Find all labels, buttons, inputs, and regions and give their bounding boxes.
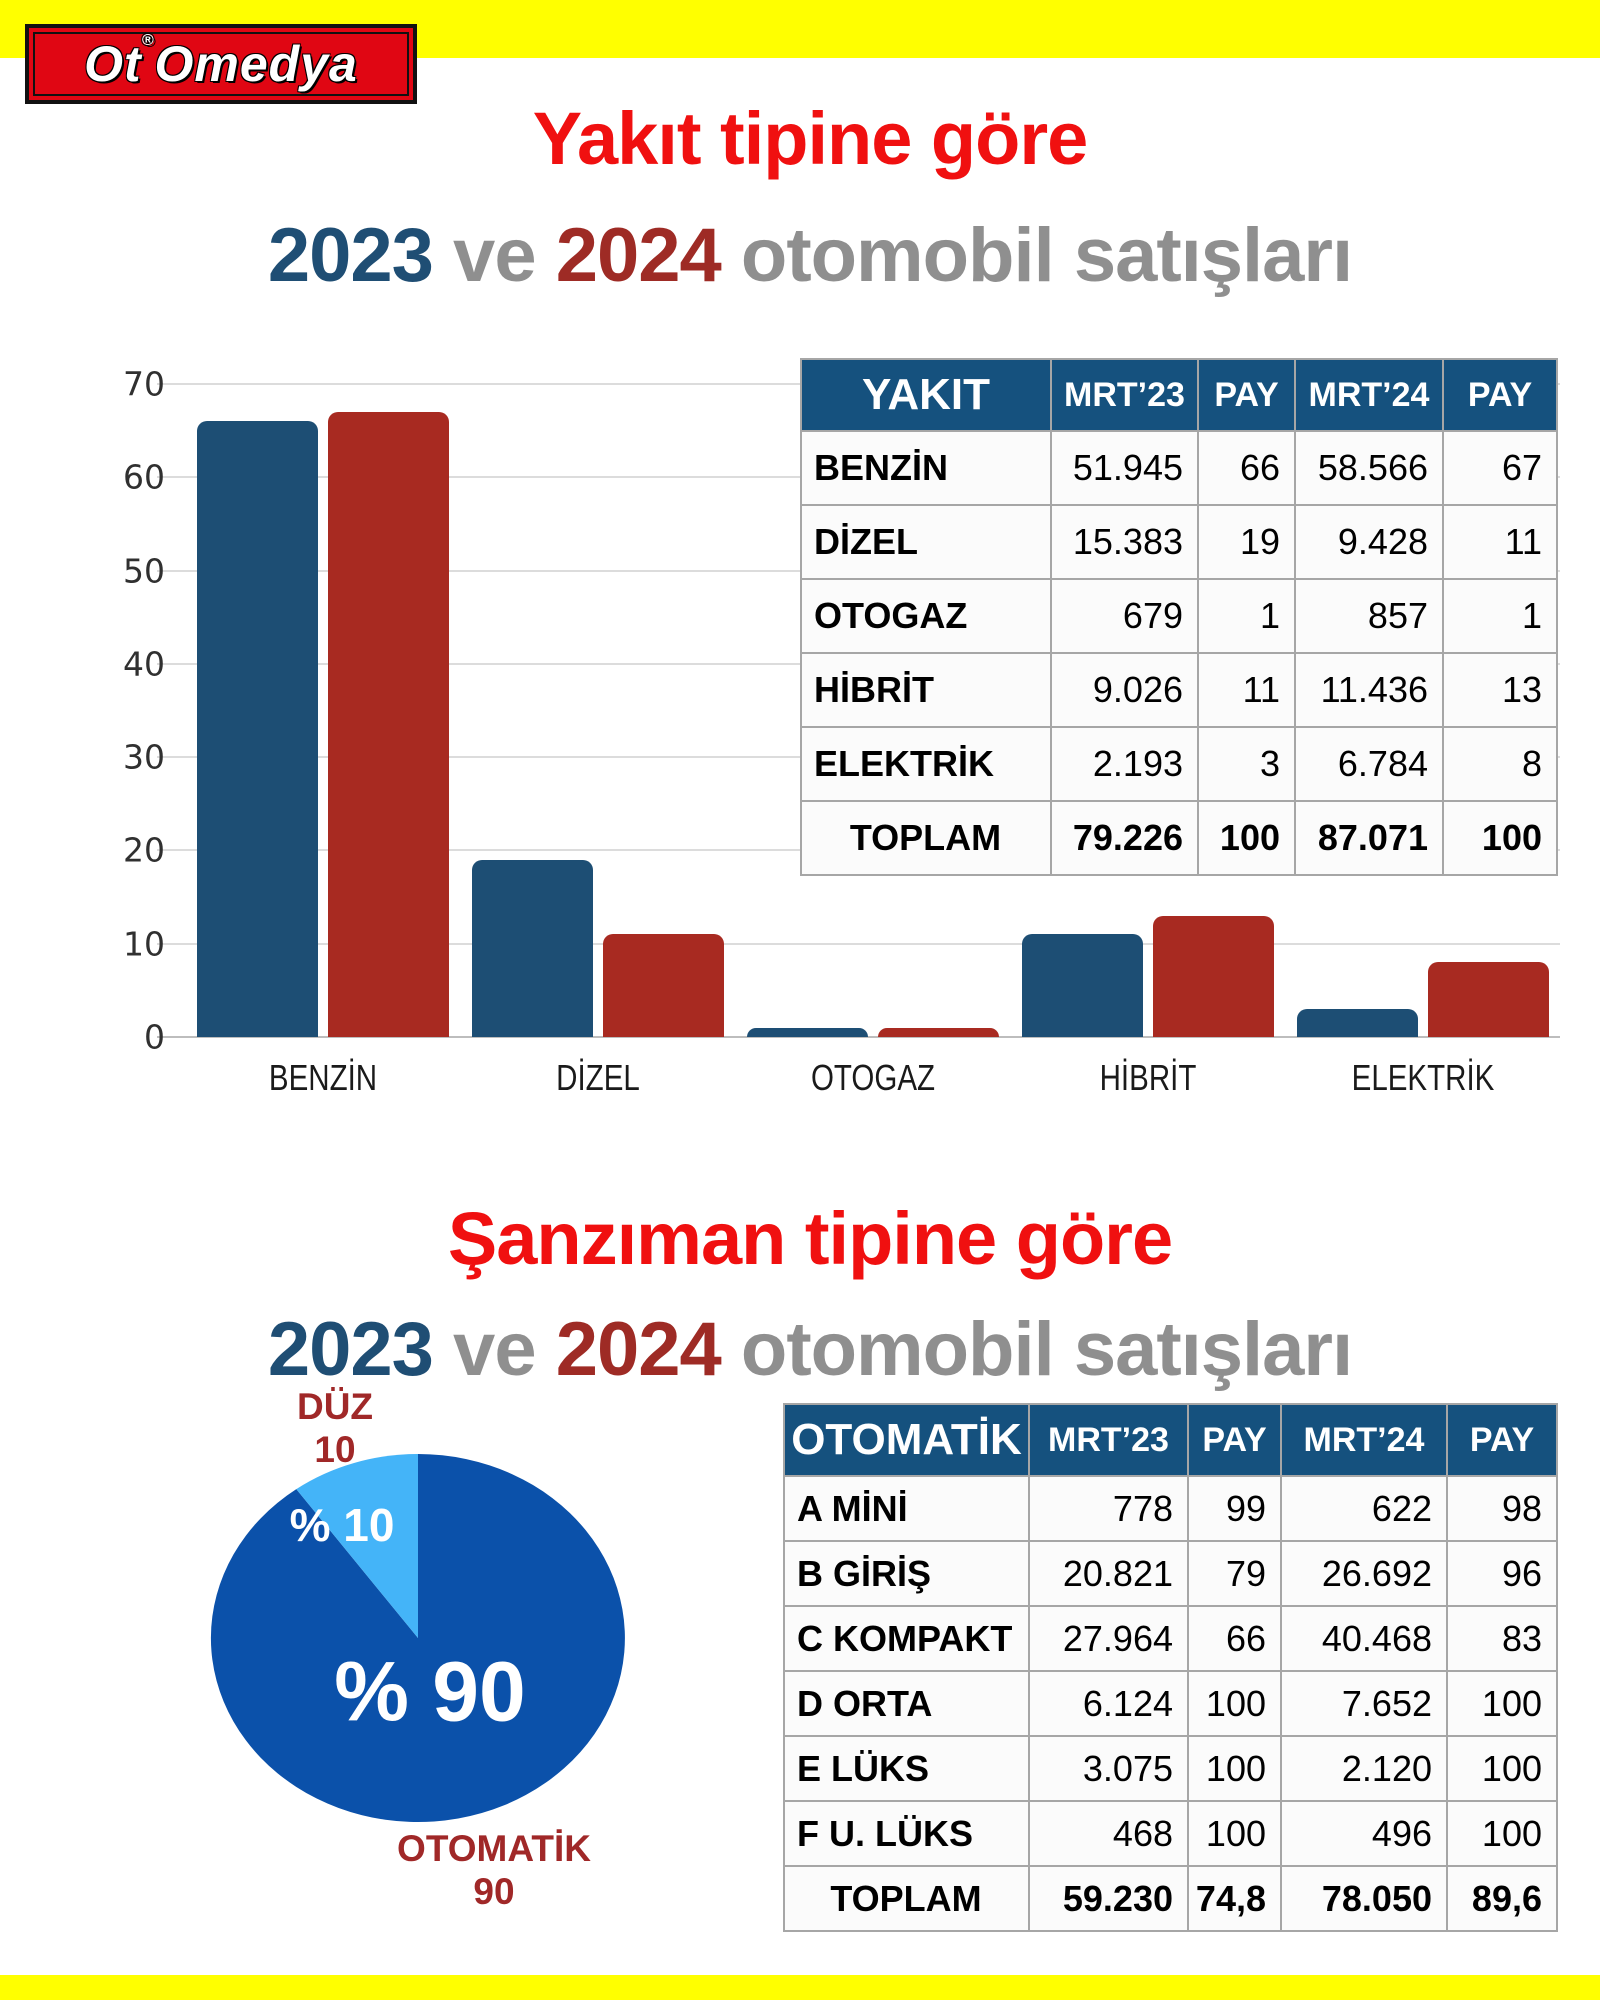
x-axis-label: OTOGAZ xyxy=(810,1057,935,1098)
y-axis-tick: 70 xyxy=(123,364,165,404)
table-cell: 89,6 xyxy=(1447,1866,1557,1931)
subtitle1-2023: 2023 xyxy=(267,213,433,298)
table-cell: 99 xyxy=(1188,1476,1281,1541)
table-cell: B GİRİŞ xyxy=(784,1541,1029,1606)
subtitle2-rest: otomobil satışları xyxy=(720,1307,1353,1392)
table-cell: 59.230 xyxy=(1029,1866,1188,1931)
table-cell: 51.945 xyxy=(1051,431,1198,505)
logo-text: Ot®Omedya xyxy=(84,32,358,92)
bar-elektri̇k-2024 xyxy=(1428,962,1549,1037)
bar-hi̇bri̇t-2023 xyxy=(1022,934,1143,1037)
y-axis-tick: 30 xyxy=(123,737,165,777)
table-row xyxy=(784,1606,1557,1671)
table-cell: 100 xyxy=(1447,1801,1557,1866)
bar-elektri̇k-2023 xyxy=(1297,1009,1418,1037)
table-cell: 1 xyxy=(1443,579,1557,653)
table-cell: 83 xyxy=(1447,1606,1557,1671)
pie-small-slice-value: % 10 xyxy=(289,1499,395,1551)
subtitle1-ve: ve xyxy=(432,213,556,298)
table-cell: 11 xyxy=(1198,653,1295,727)
table-header-cell: OTOMATİK xyxy=(784,1404,1029,1476)
table-cell: 67 xyxy=(1443,431,1557,505)
table-cell: 15.383 xyxy=(1051,505,1198,579)
table-cell: 26.692 xyxy=(1281,1541,1447,1606)
table-header-cell: PAY xyxy=(1443,359,1557,431)
table-cell: TOPLAM xyxy=(801,801,1051,875)
table-cell: 6.784 xyxy=(1295,727,1443,801)
x-axis-label: DİZEL xyxy=(555,1057,640,1098)
table-cell: 27.964 xyxy=(1029,1606,1188,1671)
table-cell: 3 xyxy=(1198,727,1295,801)
table-cell: 778 xyxy=(1029,1476,1188,1541)
table-cell: 679 xyxy=(1051,579,1198,653)
table-header-cell: MRT’24 xyxy=(1281,1404,1447,1476)
table-cell: 1 xyxy=(1198,579,1295,653)
section1-title: Yakıt tipine göre xyxy=(532,97,1088,180)
table-cell: 8 xyxy=(1443,727,1557,801)
table-cell: 11 xyxy=(1443,505,1557,579)
y-axis-tick: 50 xyxy=(123,551,165,591)
y-axis-tick: 20 xyxy=(123,830,165,870)
table-cell: 7.652 xyxy=(1281,1671,1447,1736)
table-header-cell: PAY xyxy=(1447,1404,1557,1476)
table-cell: E LÜKS xyxy=(784,1736,1029,1801)
table-row xyxy=(801,505,1557,579)
bar-otogaz-2024 xyxy=(878,1028,999,1037)
table-cell: A MİNİ xyxy=(784,1476,1029,1541)
table-row xyxy=(784,1736,1557,1801)
table-row xyxy=(801,431,1557,505)
table-cell: 3.075 xyxy=(1029,1736,1188,1801)
pie-label-otomatik: OTOMATİK 90 xyxy=(397,1828,591,1912)
bar-hi̇bri̇t-2024 xyxy=(1153,916,1274,1037)
table-cell: C KOMPAKT xyxy=(784,1606,1029,1671)
table-header-cell: MRT’23 xyxy=(1029,1404,1188,1476)
table-cell: 100 xyxy=(1198,801,1295,875)
table-row xyxy=(801,653,1557,727)
table-cell: 6.124 xyxy=(1029,1671,1188,1736)
transmission-pie-chart xyxy=(0,1380,800,1980)
table-cell: F U. LÜKS xyxy=(784,1801,1029,1866)
bar-di̇zel-2024 xyxy=(603,934,724,1037)
y-axis-tick: 0 xyxy=(144,1017,165,1057)
x-axis-label: ELEKTRİK xyxy=(1351,1057,1494,1098)
bar-benzi̇n-2024 xyxy=(328,412,449,1037)
table-cell: 13 xyxy=(1443,653,1557,727)
table-cell: 66 xyxy=(1198,431,1295,505)
table-row xyxy=(784,1801,1557,1866)
table-cell: 9.428 xyxy=(1295,505,1443,579)
table-cell: DİZEL xyxy=(801,505,1051,579)
table-cell: 100 xyxy=(1188,1801,1281,1866)
table-cell: 40.468 xyxy=(1281,1606,1447,1671)
table-cell: ELEKTRİK xyxy=(801,727,1051,801)
table-row xyxy=(784,1671,1557,1736)
table-row xyxy=(784,1541,1557,1606)
bar-di̇zel-2023 xyxy=(472,860,593,1037)
table-cell: HİBRİT xyxy=(801,653,1051,727)
table-cell: 496 xyxy=(1281,1801,1447,1866)
table-header-cell: PAY xyxy=(1188,1404,1281,1476)
table-row xyxy=(784,1476,1557,1541)
bar-otogaz-2023 xyxy=(747,1028,868,1037)
subtitle2-2023: 2023 xyxy=(267,1307,433,1392)
table-cell: 74,8 xyxy=(1188,1866,1281,1931)
section2-title: Şanzıman tipine göre xyxy=(447,1197,1173,1280)
table-cell: 79.226 xyxy=(1051,801,1198,875)
table-cell: 2.120 xyxy=(1281,1736,1447,1801)
x-axis-label: BENZİN xyxy=(268,1057,377,1098)
table-cell: 100 xyxy=(1447,1671,1557,1736)
table-row xyxy=(801,727,1557,801)
table-cell: 100 xyxy=(1447,1736,1557,1801)
pie-big-slice-value: % 90 xyxy=(334,1644,526,1739)
table-cell: 96 xyxy=(1447,1541,1557,1606)
table-cell: 857 xyxy=(1295,579,1443,653)
table-cell: 78.050 xyxy=(1281,1866,1447,1931)
table-cell: 20.821 xyxy=(1029,1541,1188,1606)
y-axis-tick: 60 xyxy=(123,457,165,497)
table-cell: 98 xyxy=(1447,1476,1557,1541)
table-cell: 468 xyxy=(1029,1801,1188,1866)
table-cell: 87.071 xyxy=(1295,801,1443,875)
table-row xyxy=(801,801,1557,875)
subtitle1-2024: 2024 xyxy=(555,213,721,298)
table-cell: D ORTA xyxy=(784,1671,1029,1736)
table-cell: 79 xyxy=(1188,1541,1281,1606)
pie-label-duz: DÜZ 10 xyxy=(296,1386,374,1470)
bar-benzi̇n-2023 xyxy=(197,421,318,1037)
bottom-yellow-band xyxy=(0,1975,1600,2000)
y-axis-tick: 10 xyxy=(123,924,165,964)
subtitle2-ve: ve xyxy=(432,1307,556,1392)
table-row xyxy=(784,1866,1557,1931)
table-header-cell: YAKIT xyxy=(801,359,1051,431)
table-cell: 66 xyxy=(1188,1606,1281,1671)
table-cell: 100 xyxy=(1188,1736,1281,1801)
table-cell: 100 xyxy=(1188,1671,1281,1736)
table-cell: 2.193 xyxy=(1051,727,1198,801)
subtitle1-rest: otomobil satışları xyxy=(720,213,1353,298)
table-cell: 9.026 xyxy=(1051,653,1198,727)
table-cell: 19 xyxy=(1198,505,1295,579)
table-header-cell: MRT’24 xyxy=(1295,359,1443,431)
x-axis-label: HİBRİT xyxy=(1099,1057,1196,1098)
registered-mark: ® xyxy=(141,32,155,50)
table-cell: 58.566 xyxy=(1295,431,1443,505)
table-cell: TOPLAM xyxy=(784,1866,1029,1931)
table-row xyxy=(801,579,1557,653)
fuel-table xyxy=(800,358,1558,876)
table-header-cell: MRT’23 xyxy=(1051,359,1198,431)
table-cell: BENZİN xyxy=(801,431,1051,505)
table-header-cell: PAY xyxy=(1198,359,1295,431)
table-cell: 100 xyxy=(1443,801,1557,875)
table-cell: 11.436 xyxy=(1295,653,1443,727)
transmission-table xyxy=(783,1403,1558,1932)
table-cell: OTOGAZ xyxy=(801,579,1051,653)
subtitle2-2024: 2024 xyxy=(555,1307,721,1392)
y-axis-tick: 40 xyxy=(123,644,165,684)
table-cell: 622 xyxy=(1281,1476,1447,1541)
